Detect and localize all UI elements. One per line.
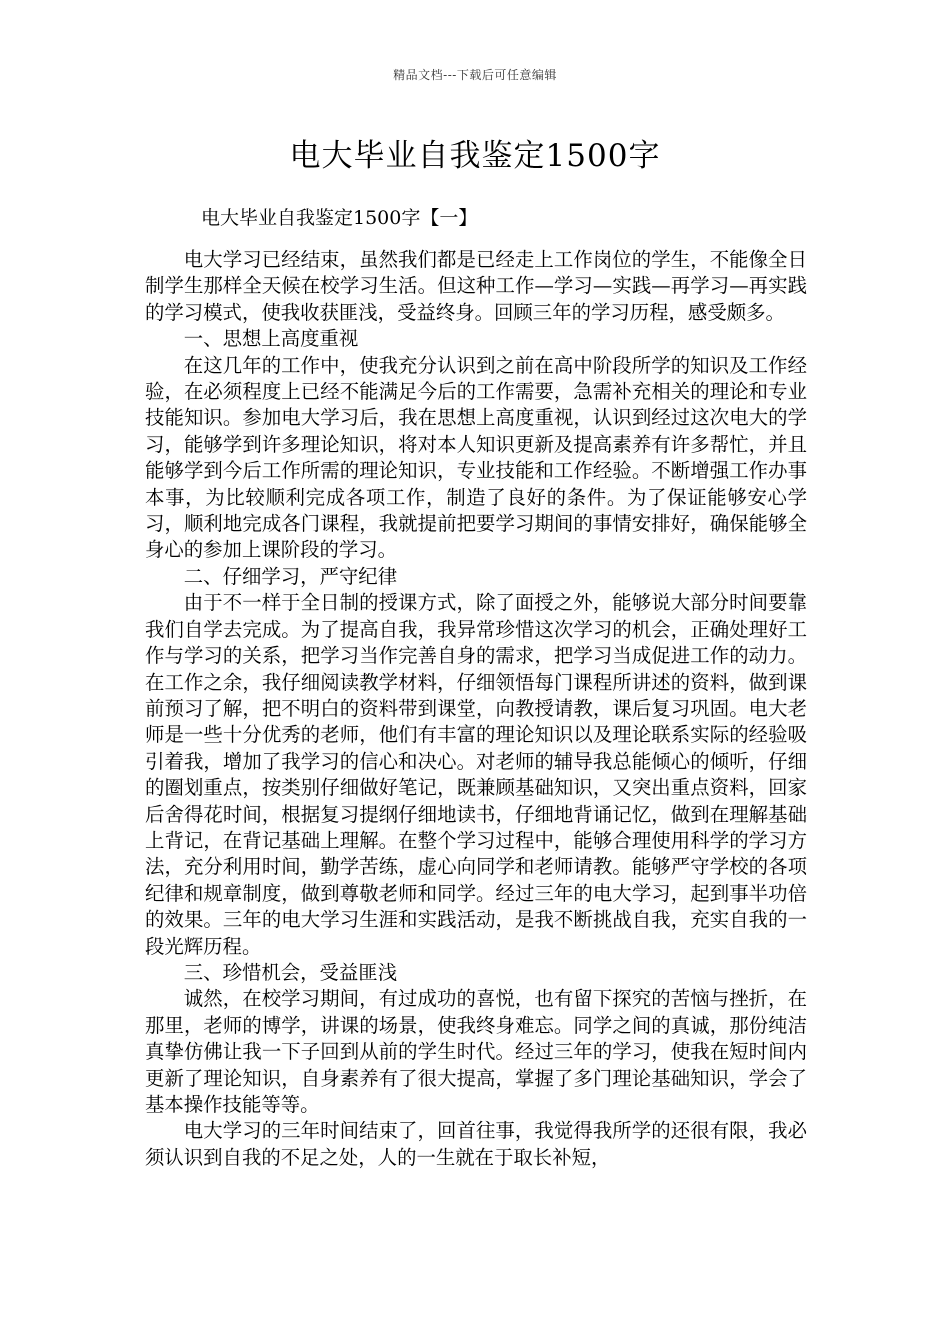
- header-note: 精品文档---下载后可任意编辑: [393, 68, 557, 82]
- paragraph: 电大学习已经结束，虽然我们都是已经走上工作岗位的学生，不能像全日制学生那样全天候在校学习生活。但这种工作—学习—实践—再学习—再实践的学习模式，使我收获匪浅，受益终身。回顾三年的学习历程，感受颇多。: [145, 248, 807, 324]
- section-heading: 三、珍惜机会，受益匪浅: [183, 960, 398, 984]
- paragraph: 由于不一样于全日制的授课方式，除了面授之外，能够说大部分时间要靠我们自学去完成。为了提高自我，我异常珍惜这次学习的机会，正确处理好工作与学习的关系，把学习当作完善自身的需求，把学习当成促进工作的动力。在工作之余，我仔细阅读教学材料，仔细领悟每门课程所讲述的资料，做到课前预习了解，把不明白的资料带到课堂，向教授请教，课后复习巩固。电大老师是一些十分优秀的老师，他们有丰富的理论知识以及理论联系实际的经验吸引着我，增加了我学习的信心和决心。对老师的辅导我总能倾心的倾听，仔细的圈划重点，按类别仔细做好笔记，既兼顾基础知识，又突出重点资料，回家后舍得花时间，根据复习提纲仔细地读书，仔细地背诵记忆，做到在理解基础上背记，在背记基础上理解。在整个学习过程中，能够合理使用科学的学习方法，充分利用时间，勤学苦练，虚心向同学和老师请教。能够严守学校的各项纪律和规章制度，做到尊敬老师和同学。经过三年的电大学习，起到事半功倍的效果。三年的电大学习生涯和实践活动，是我不断挑战自我，充实自我的一段光辉历程。: [145, 591, 807, 958]
- paragraph: 电大学习的三年时间结束了，回首往事，我觉得我所学的还很有限，我必须认识到自我的不足之处，人的一生就在于取长补短，: [145, 1119, 807, 1169]
- document-subtitle: 电大毕业自我鉴定1500字【一】: [201, 207, 478, 229]
- paragraph: 在这几年的工作中，使我充分认识到之前在高中阶段所学的知识及工作经验，在必须程度上已经不能满足今后的工作需要，急需补充相关的理论和专业技能知识。参加电大学习后，我在思想上高度重视，认识到经过这次电大的学习，能够学到许多理论知识，将对本人知识更新及提高素养有许多帮忙，并且能够学到今后工作所需的理论知识，专业技能和工作经验。不断增强工作办事本事，为比较顺利完成各项工作，制造了良好的条件。为了保证能够安心学习，顺利地完成各门课程，我就提前把要学习期间的事情安排好，确保能够全身心的参加上课阶段的学习。: [145, 353, 807, 562]
- document-title: 电大毕业自我鉴定1500字: [289, 138, 661, 174]
- paragraph: 诚然，在校学习期间，有过成功的喜悦，也有留下探究的苦恼与挫折，在那里，老师的博学，讲课的场景，使我终身难忘。同学之间的真诚，那份纯洁真挚仿佛让我一下子回到从前的学生时代。经过三年的学习，使我在短时间内更新了理论知识，自身素养有了很大提高，掌握了多门理论基础知识，学会了基本操作技能等等。: [145, 987, 807, 1116]
- document-body: [145, 247, 807, 1171]
- section-heading: 一、思想上高度重视: [183, 327, 359, 351]
- section-heading: 二、仔细学习，严守纪律: [183, 564, 398, 588]
